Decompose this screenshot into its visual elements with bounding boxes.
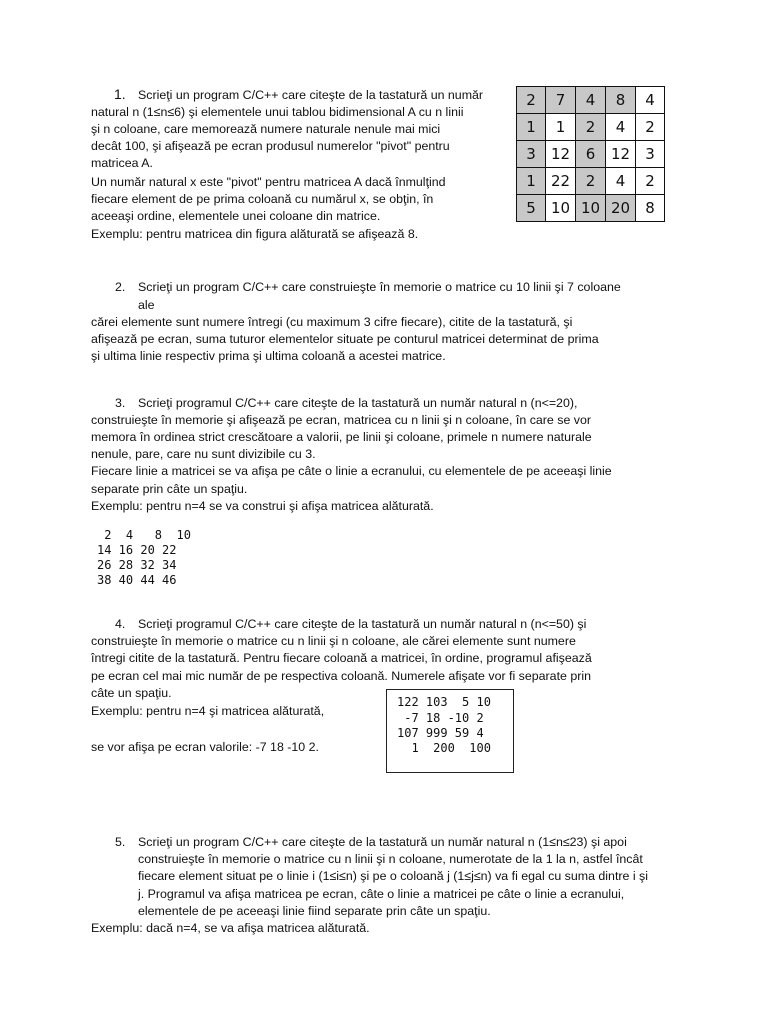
exercise-5-number: 5. [115, 835, 126, 849]
exercise-3-line: construieşte în memorie şi afişează pe ecran, matricea cu n linii şi n coloane, în care se vor [91, 413, 591, 427]
matrix-cell: 1 [517, 114, 546, 141]
exercise-3-line: Fiecare linie a matricei se va afişa pe câte o linie a ecranului, cu elementele de pe aceeaşi linie [91, 464, 612, 478]
exercise-4-result: se vor afişa pe ecran valorile: -7 18 -10 2. [91, 740, 319, 754]
exercise-1-example: Exemplu: pentru matricea din figura alăturată se afişează 8. [91, 227, 419, 241]
matrix-row [517, 195, 665, 222]
exercise-1-line: natural n (1≤n≤6) şi elementele unui tablou bidimensional A cu n linii [91, 105, 464, 119]
exercise-4-line: Scrieţi programul C/C++ care citeşte de la tastatură un număr natural n (n<=50) şi [138, 617, 587, 631]
exercise-5-line: elementele de pe aceeaşi linie fiind separate prin câte un spaţiu. [138, 904, 491, 918]
box-line: 1 200 100 [397, 741, 491, 755]
exercise-4-line: câte un spaţiu. [91, 686, 172, 700]
exercise-1-line: Un număr natural x este "pivot" pentru matricea A dacă înmulţind [91, 175, 446, 189]
input-matrix-box [386, 689, 514, 773]
exercise-3-example: Exemplu: pentru n=4 se va construi şi afişa matricea alăturată. [91, 499, 434, 513]
exercise-4-example: Exemplu: pentru n=4 şi matricea alăturată, [91, 704, 325, 718]
exercise-2-line: şi ultima linie respectiv prima şi ultima coloană a acestei matrice. [91, 349, 446, 363]
exercise-3-number: 3. [115, 396, 126, 410]
exercise-1-line: matricea A. [91, 156, 153, 170]
matrix-cell: 12 [606, 141, 636, 168]
matrix-cell: 2 [576, 168, 606, 195]
exercise-5-line: Scrieţi un program C/C++ care citeşte de la tastatură un număr natural n (1≤n≤23) şi apoi [138, 835, 627, 849]
matrix-row [517, 168, 665, 195]
matrix-output-line: 26 28 32 34 [97, 558, 177, 572]
matrix-cell: 1 [546, 114, 576, 141]
exercise-2-line: Scrieţi un program C/C++ care construieşte în memorie o matrice cu 10 linii şi 7 coloane [138, 280, 621, 294]
matrix-output-line: 14 16 20 22 [97, 543, 177, 557]
matrix-cell: 4 [576, 87, 606, 114]
exercise-4-line: construieşte în memorie o matrice cu n linii şi n coloane, ale cărei elemente sunt numere [91, 634, 576, 648]
matrix-row [517, 87, 665, 114]
matrix-cell: 22 [546, 168, 576, 195]
matrix-cell: 4 [636, 87, 665, 114]
exercise-1-line: aceeaşi ordine, elementele unei coloane din matrice. [91, 209, 381, 223]
box-line: -7 18 -10 2 [397, 711, 484, 725]
matrix-cell: 5 [517, 195, 546, 222]
matrix-cell: 10 [576, 195, 606, 222]
matrix-cell: 1 [517, 168, 546, 195]
matrix-cell: 4 [606, 114, 636, 141]
matrix-cell: 3 [636, 141, 665, 168]
matrix-cell: 12 [546, 141, 576, 168]
exercise-3-line: memora în ordinea strict crescătoare a valorii, pe linii şi coloane, primele n numere naturale [91, 430, 592, 444]
exercise-1-line: şi n coloane, care memorează numere naturale nenule mai mici [91, 122, 441, 136]
matrix-cell: 3 [517, 141, 546, 168]
matrix-output-line: 38 40 44 46 [97, 573, 177, 587]
exercise-4-line: pe ecran cel mai mic număr de pe respectiva coloană. Numerele afişate vor fi separate prin [91, 669, 591, 683]
pivot-matrix-figure [516, 86, 665, 222]
matrix-cell: 8 [606, 87, 636, 114]
exercise-5-line: j. Programul va afişa matricea pe ecran, câte o linie a matricei pe câte o linie a ecranului, [138, 887, 625, 901]
exercise-1-number: 1. [114, 86, 126, 102]
exercise-3-line: Scrieţi programul C/C++ care citeşte de la tastatură un număr natural n (n<=20), [138, 396, 578, 410]
exercise-2-line: afişează pe ecran, suma tuturor elementelor situate pe conturul matricei determinat de prima [91, 332, 599, 346]
exercise-4-number: 4. [115, 617, 126, 631]
matrix-output-line: 2 4 8 10 [97, 528, 191, 542]
exercise-5-line: fiecare element situat pe o linie i (1≤i≤n) şi pe o coloană j (1≤j≤n) va fi egal cu suma dintre i şi [138, 869, 648, 883]
exercise-3-line: separate prin câte un spaţiu. [91, 482, 248, 496]
matrix-cell: 2 [636, 114, 665, 141]
matrix-cell: 2 [517, 87, 546, 114]
exercise-2-number: 2. [115, 280, 126, 294]
exercise-1-line: decât 100, şi afişează pe ecran produsul numerelor "pivot" pentru [91, 139, 450, 153]
exercise-4-line: întregi citite de la tastatură. Pentru fiecare coloană a matricei, în ordine, programul afişează [91, 651, 592, 665]
matrix-cell: 6 [576, 141, 606, 168]
exercise-2-line: ale [138, 298, 155, 312]
exercise-1-line: fiecare element de pe prima coloană cu numărul x, se obţin, în [91, 192, 434, 206]
exercise-2-line: cărei elemente sunt numere întregi (cu maximum 3 cifre fiecare), citite de la tastatură, şi [91, 315, 573, 329]
exercise-3-line: nenule, pare, care nu sunt divizibile cu 3. [91, 447, 316, 461]
exercise-5-example: Exemplu: dacă n=4, se va afişa matricea alăturată. [91, 921, 370, 935]
box-line: 122 103 5 10 [397, 695, 491, 709]
matrix-row [517, 114, 665, 141]
matrix-cell: 7 [546, 87, 576, 114]
matrix-cell: 2 [576, 114, 606, 141]
matrix-cell: 4 [606, 168, 636, 195]
matrix-cell: 10 [546, 195, 576, 222]
exercise-1-line: Scrieţi un program C/C++ care citeşte de la tastatură un număr [138, 88, 484, 102]
matrix-cell: 20 [606, 195, 636, 222]
matrix-cell: 2 [636, 168, 665, 195]
matrix-row [517, 141, 665, 168]
exercise-5-line: construieşte în memorie o matrice cu n linii şi n coloane, numerotate de la 1 la n, astfel încât [138, 852, 643, 866]
box-line: 107 999 59 4 [397, 726, 484, 740]
matrix-cell: 8 [636, 195, 665, 222]
